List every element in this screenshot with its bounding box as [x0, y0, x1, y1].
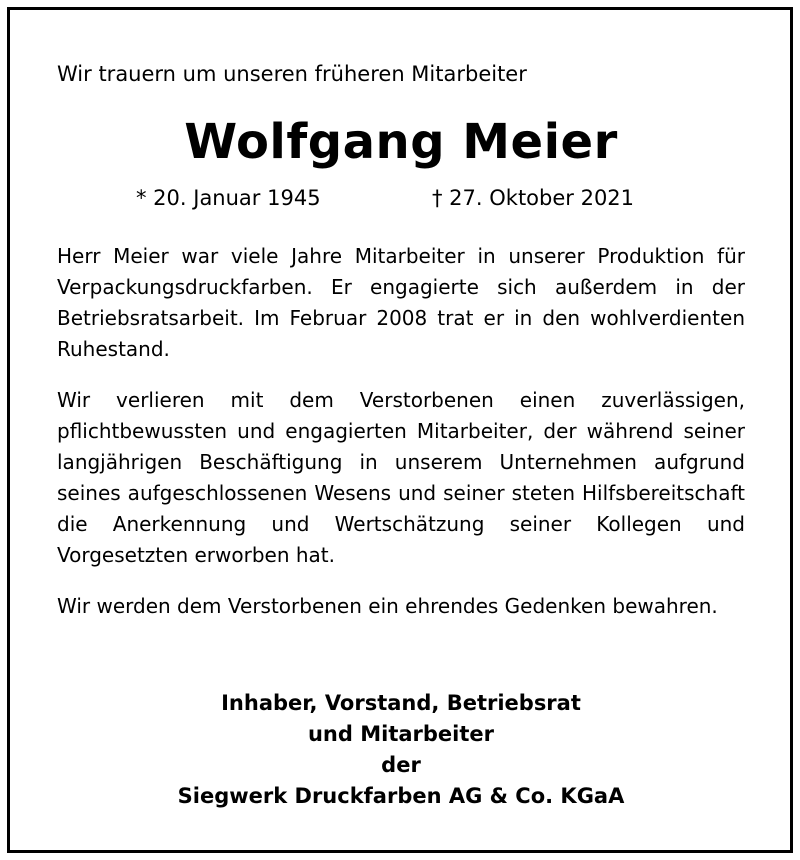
paragraph-tribute: Wir verlieren mit dem Verstorbenen einen zuverlässigen, pflichtbewussten und engagierten Mitarbeiter, der während seiner langjährigen Beschäftigung in unserem Unternehmen aufgrund seines aufgeschlossenen Wesens und seiner steten Hilfsbereitschaft die Anerkennung und Wertschätzung seiner Kollegen und Vorgesetzten erworben hat.	[57, 388, 745, 567]
paragraph-remembrance: Wir werden dem Verstorbenen ein ehrendes Gedenken bewahren.	[57, 594, 718, 618]
signature-line: der	[381, 753, 421, 777]
signature-line: Inhaber, Vorstand, Betriebsrat	[221, 691, 581, 715]
deceased-name: Wolfgang Meier	[184, 114, 618, 170]
birth-date: * 20. Januar 1945	[136, 186, 321, 210]
paragraph-career: Herr Meier war viele Jahre Mitarbeiter in unserer Produktion für Verpackungsdruckfarben. Er engagierte sich außerdem in der Betriebsratsarbeit. Im Februar 2008 trat er in den wohlverdienten Ruhestand.	[57, 244, 745, 361]
signature-line: und Mitarbeiter	[307, 722, 495, 746]
signature-block	[57, 688, 745, 812]
death-date: † 27. Oktober 2021	[432, 186, 635, 210]
company-name: Siegwerk Druckfarben AG & Co. KGaA	[177, 784, 625, 808]
intro-line: Wir trauern um unseren früheren Mitarbeiter	[57, 62, 527, 86]
